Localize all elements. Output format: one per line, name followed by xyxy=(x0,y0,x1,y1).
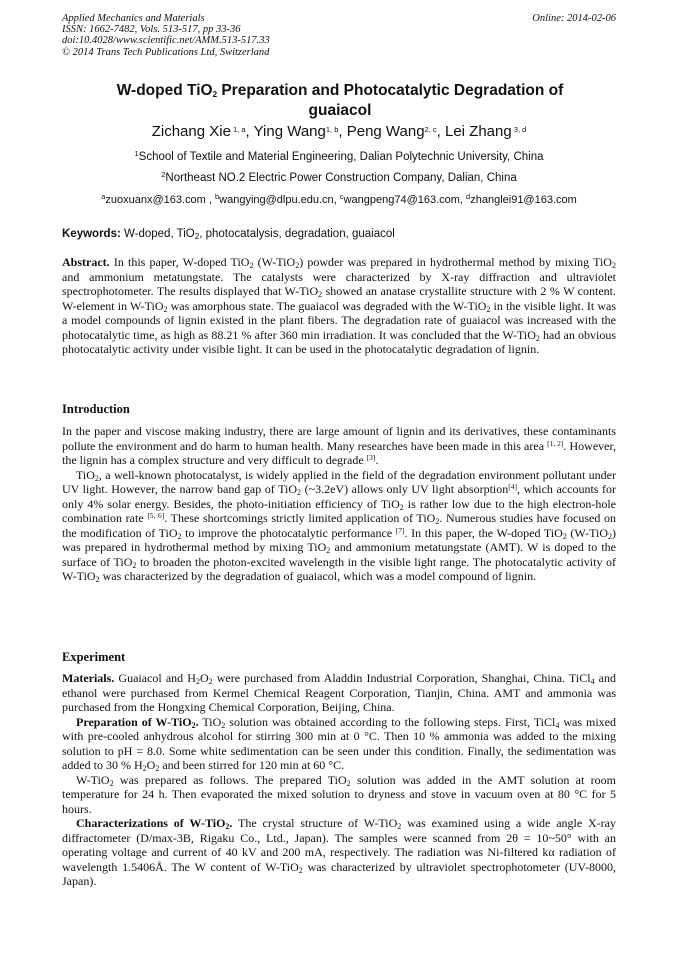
author: Lei Zhang xyxy=(444,123,512,140)
author: Ying Wang xyxy=(253,123,326,140)
email-link[interactable]: zhanglei91@163.com xyxy=(470,194,577,206)
w-tio2-paragraph: W-TiO$_2$ was prepared as follows. The prepared TiO$_2$ solution was added in the AMT solution at room temperature for 24 h. Then evaporated the mixed solution to dryness and stove in vacuum oven at 80 °C for 5 hours. xyxy=(62,772,616,816)
keywords-label: Keywords: xyxy=(62,228,121,240)
author-sup: 1, b xyxy=(325,125,339,134)
section-heading-introduction: Introduction xyxy=(62,402,130,416)
preparation-paragraph: Preparation of W-TiO$_2$. TiO$_2$ solution was obtained according to the following steps. First, TiCl$_4$ was mixed with pre-cooled anhydrous alcohol for stirring 300 min at 0 °C. Then 10 % ammonia was added to the mixing solution to pH = 8.0. Some white sedimentation can be seen under this condition. Finally, the sedimentation was added to 30 % $H_2O_2$ and been stirred for 120 min at 60 °C. xyxy=(62,714,616,773)
citation[interactable]: [1, 2] xyxy=(547,438,564,448)
title-sub: 2 xyxy=(212,90,218,99)
email-sup: b xyxy=(214,192,220,201)
aff-sup: 1 xyxy=(134,149,139,158)
abstract xyxy=(62,255,616,357)
preparation-label: Preparation of W-TiO$_2$. xyxy=(76,714,199,730)
keywords-text-2: , photocatalysis, degradation, guaiacol xyxy=(199,228,395,240)
author-sup: 2, c xyxy=(424,125,437,134)
title-text-2: Preparation and Photocatalytic Degradation of guaiacol xyxy=(217,82,564,119)
author-sup: 3, d xyxy=(511,125,527,134)
abstract-paragraph: Abstract. In this paper, W-doped TiO$_2$ (W-TiO$_2$) powder was prepared in hydrothermal method by mixing TiO$_2$ and ammonium metatungstate. The catalysts were characterized by X-ray diffraction and ultraviolet spectrophotometer. The results displayed that W-TiO$_2$ showed an anatase crystallite structure with 2 % W content. W-element in W-TiO$_2$ was amorphous state. The guaiacol was degraded with the W-TiO$_2$ in the visible light. It was a model compounds of lignin existed in the plant fibers. The degradation rate of guaiacol was increased with the photocatalytic time, as high as 88.21 % after 360 min irradiation. It was concluded that the W-TiO$_2$ had an obvious photocatalytic activity under visible light. It can be used in the photocatalytic degradation of lignin. xyxy=(62,255,617,356)
keywords xyxy=(62,228,395,240)
email-list: $^a$zuoxuanx@163.com , $^b$wangying@dlpu.edu.cn, $^c$wangpeng74@163.com, $^d$zhanglei91@163.com xyxy=(101,192,577,206)
characterization-label: Characterizations of W-TiO$_2$. xyxy=(76,816,233,831)
intro-paragraph-2: TiO$_2$, a well-known photocatalyst, is widely applied in the field of the degradation environment pollutant under UV light. However, the narrow band gap of TiO$_2$ (~3.2eV) allows only UV light absorption[4], which accounts for only 4% solar energy. Besides, the photo-initiation efficiency of TiO$_2$ is rather low due to the high electron-hole combination rate [5, 6]. These shortcomings strictly limited application of TiO$_2$. Numerous studies have focused on the modification of TiO$_2$ to improve the photocatalytic performance [7]. In this paper, the W-doped TiO$_2$ (W-TiO$_2$) was prepared in hydrothermal method by mixing TiO$_2$ and ammonium metatungstate (AMT). W is doped to the surface of TiO$_2$ to broaden the photon-excited wavelength in the visible light range. The photocatalytic activity of W-TiO$_2$ was characterized by the degradation of guaiacol, which was a model compound of lignin. xyxy=(62,467,616,584)
keywords-text: W-doped, TiO xyxy=(120,228,195,240)
affiliation-1 xyxy=(0,151,678,163)
author-sup: 1, a xyxy=(230,125,246,134)
citation[interactable]: [4] xyxy=(508,482,518,491)
aff-text: School of Textile and Material Engineering, Dalian Polytechnic University, China xyxy=(138,151,544,163)
citation[interactable]: [7] xyxy=(395,525,405,535)
email-sup: d xyxy=(466,192,471,201)
introduction-section xyxy=(62,424,616,584)
aff-text: Northeast NO.2 Electric Power Construction Company, Dalian, China xyxy=(165,172,517,184)
citation[interactable]: [5, 6] xyxy=(147,511,165,520)
intro-paragraph-1: In the paper and viscose making industry, there are large amount of lignin and its derivatives, these contaminants pollute the environment and do harm to human health. Many researches have been made in this area [1, 2]. However, the lignin has a complex structure and very difficult to degrade [3]. xyxy=(62,424,616,467)
email-sup: c xyxy=(339,192,344,201)
affiliation-2 xyxy=(0,172,678,184)
copyright-line: © 2014 Trans Tech Publications Ltd, Switzerland xyxy=(62,46,270,58)
email-link[interactable]: wangying@dlpu.edu.cn xyxy=(219,194,334,206)
email-link[interactable]: wangpeng74@163.com xyxy=(343,194,460,206)
journal-header xyxy=(62,13,270,58)
email-sup: a xyxy=(101,192,106,201)
section-heading-experiment: Experiment xyxy=(62,650,126,664)
keywords-sub: 2 xyxy=(194,232,200,241)
email-link[interactable]: zuoxuanx@163.com xyxy=(105,194,206,206)
issn-line: ISSN: 1662-7482, Vols. 513-517, pp 33-36 xyxy=(62,24,241,36)
doi-line: doi:10.4028/www.scientific.net/AMM.513-517.33 xyxy=(62,35,270,47)
title-text: W-doped TiO xyxy=(116,82,213,99)
journal-name: Applied Mechanics and Materials xyxy=(62,13,205,24)
online-date: Online: 2014-02-06 xyxy=(532,13,616,24)
author: Zichang Xie xyxy=(151,123,231,140)
paper-title xyxy=(90,81,590,121)
author: Peng Wang xyxy=(346,123,425,140)
materials-paragraph: Materials. Guaiacol and $H_2O_2$ were purchased from Aladdin Industrial Corporation, Shanghai, China. TiCl$_4$ and ethanol were purchased from Kermel Chemical Reagent Corporation, Tianjin, China. AMT and ammonia was purchased from the Hongxing Chemical Corporation, Beijing, China. xyxy=(62,671,616,714)
aff-sup: 2 xyxy=(161,170,166,179)
abstract-label: Abstract. xyxy=(62,255,110,269)
characterization-paragraph: Characterizations of W-TiO$_2$. The crystal structure of W-TiO$_2$ was examined using a wide angle X-ray diffractometer (D/max-3B, Rigaku Co., Ltd., Japan). The samples were scanned from 2θ = 10~50° with an operating voltage and current of 40 kV and 200 mA, respectively. The radiation was Ni-filtered kα radiation of wavelength 1.5406Å. The W content of W-TiO$_2$ was characterized by ultraviolet spectrophotometer (UV-8000, Japan). xyxy=(62,816,616,888)
author-list: Zichang Xie $^{1, a}$, Ying Wang$^{1, b}$, Peng Wang$^{2, c}$, Lei Zhang $^{3, d}$ xyxy=(151,123,527,140)
citation[interactable]: [3] xyxy=(366,453,376,462)
materials-label: Materials. xyxy=(62,671,115,685)
experiment-section xyxy=(62,671,616,889)
